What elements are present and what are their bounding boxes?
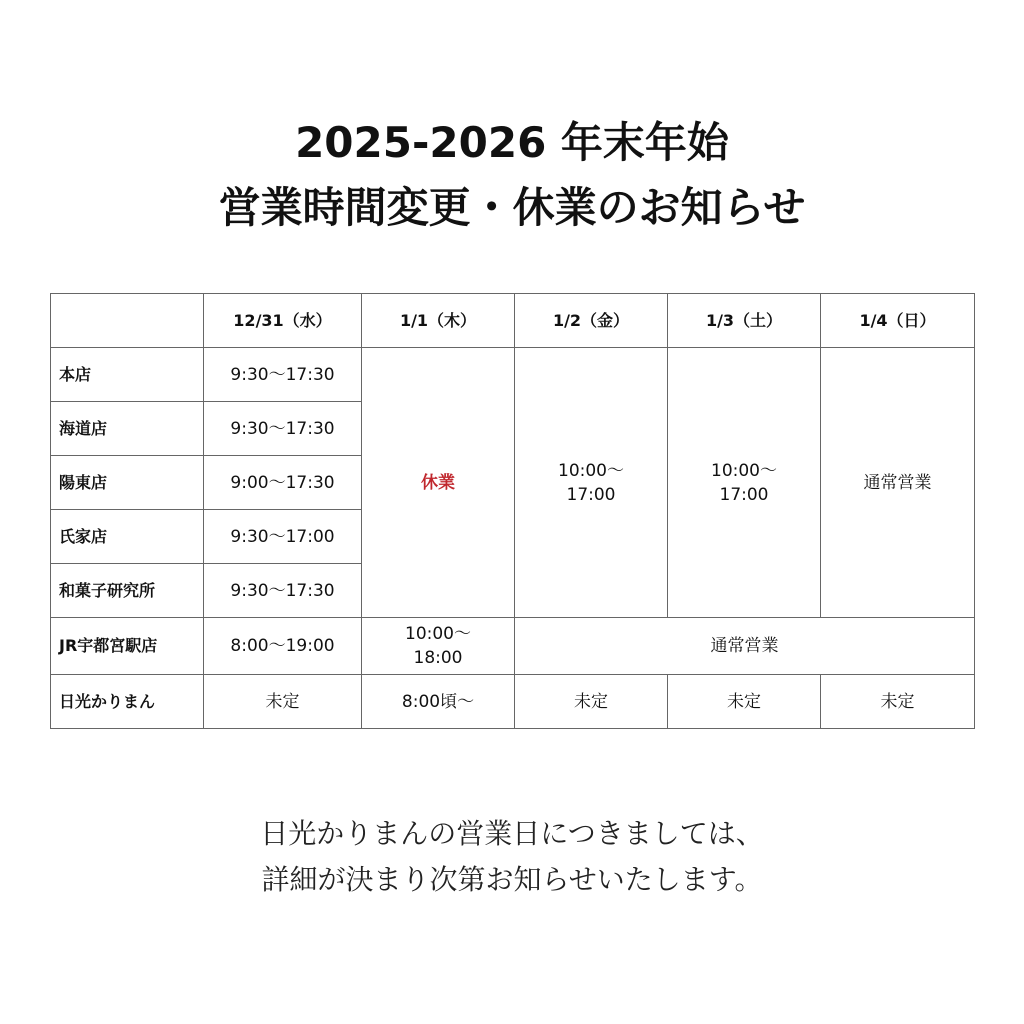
table-row xyxy=(51,618,975,675)
store-name-wagashi-lab: 和菓子研究所 xyxy=(51,564,204,618)
hours-0103-nikko-kariman: 未定 xyxy=(668,675,821,729)
hours-1231-jr-utsunomiya: 8:00〜19:00 xyxy=(204,618,362,675)
store-name-honten: 本店 xyxy=(51,348,204,402)
hours-0101-jr-utsunomiya: 10:00〜 18:00 xyxy=(362,618,515,675)
hours-1231-kaido: 9:30〜17:30 xyxy=(204,402,362,456)
hours-1231-ujiie: 9:30〜17:00 xyxy=(204,510,362,564)
hours-1231-nikko-kariman: 未定 xyxy=(204,675,362,729)
table-header-row xyxy=(51,294,975,348)
header-date-0104: 1/4（日） xyxy=(821,294,975,348)
store-name-jr-utsunomiya: JR宇都宮駅店 xyxy=(51,618,204,675)
holiday-hours-table xyxy=(50,293,975,729)
header-date-0102: 1/2（金） xyxy=(515,294,668,348)
footer-note-line2: 詳細が決まり次第お知らせいたします。 xyxy=(261,863,763,896)
closed-0101-cell: 休業 xyxy=(362,348,515,618)
hours-0103-group: 10:00〜 17:00 xyxy=(668,348,821,618)
hours-1231-honten: 9:30〜17:30 xyxy=(204,348,362,402)
table-row xyxy=(51,675,975,729)
store-name-ujiie: 氏家店 xyxy=(51,510,204,564)
hours-0102-group: 10:00〜 17:00 xyxy=(515,348,668,618)
hours-0104-group: 通常営業 xyxy=(821,348,975,618)
hours-0102-0104-jr-utsunomiya: 通常営業 xyxy=(515,618,975,675)
hours-0102-nikko-kariman: 未定 xyxy=(515,675,668,729)
table-row xyxy=(51,348,975,402)
header-date-0103: 1/3（土） xyxy=(668,294,821,348)
store-name-yoto: 陽東店 xyxy=(51,456,204,510)
page-title-line1: 2025-2026 年末年始 xyxy=(295,118,729,167)
footer-note-line1: 日光かりまんの営業日につきましては、 xyxy=(260,817,764,850)
store-name-kaido: 海道店 xyxy=(51,402,204,456)
hours-1231-yoto: 9:00〜17:30 xyxy=(204,456,362,510)
hours-0101-nikko-kariman: 8:00頃〜 xyxy=(362,675,515,729)
page-title-line2: 営業時間変更・休業のお知らせ xyxy=(218,183,806,232)
hours-1231-wagashi-lab: 9:30〜17:30 xyxy=(204,564,362,618)
store-name-nikko-kariman: 日光かりまん xyxy=(51,675,204,729)
header-date-1231: 12/31（水） xyxy=(204,294,362,348)
header-date-0101: 1/1（木） xyxy=(362,294,515,348)
hours-0104-nikko-kariman: 未定 xyxy=(821,675,975,729)
header-corner-cell xyxy=(51,294,204,348)
